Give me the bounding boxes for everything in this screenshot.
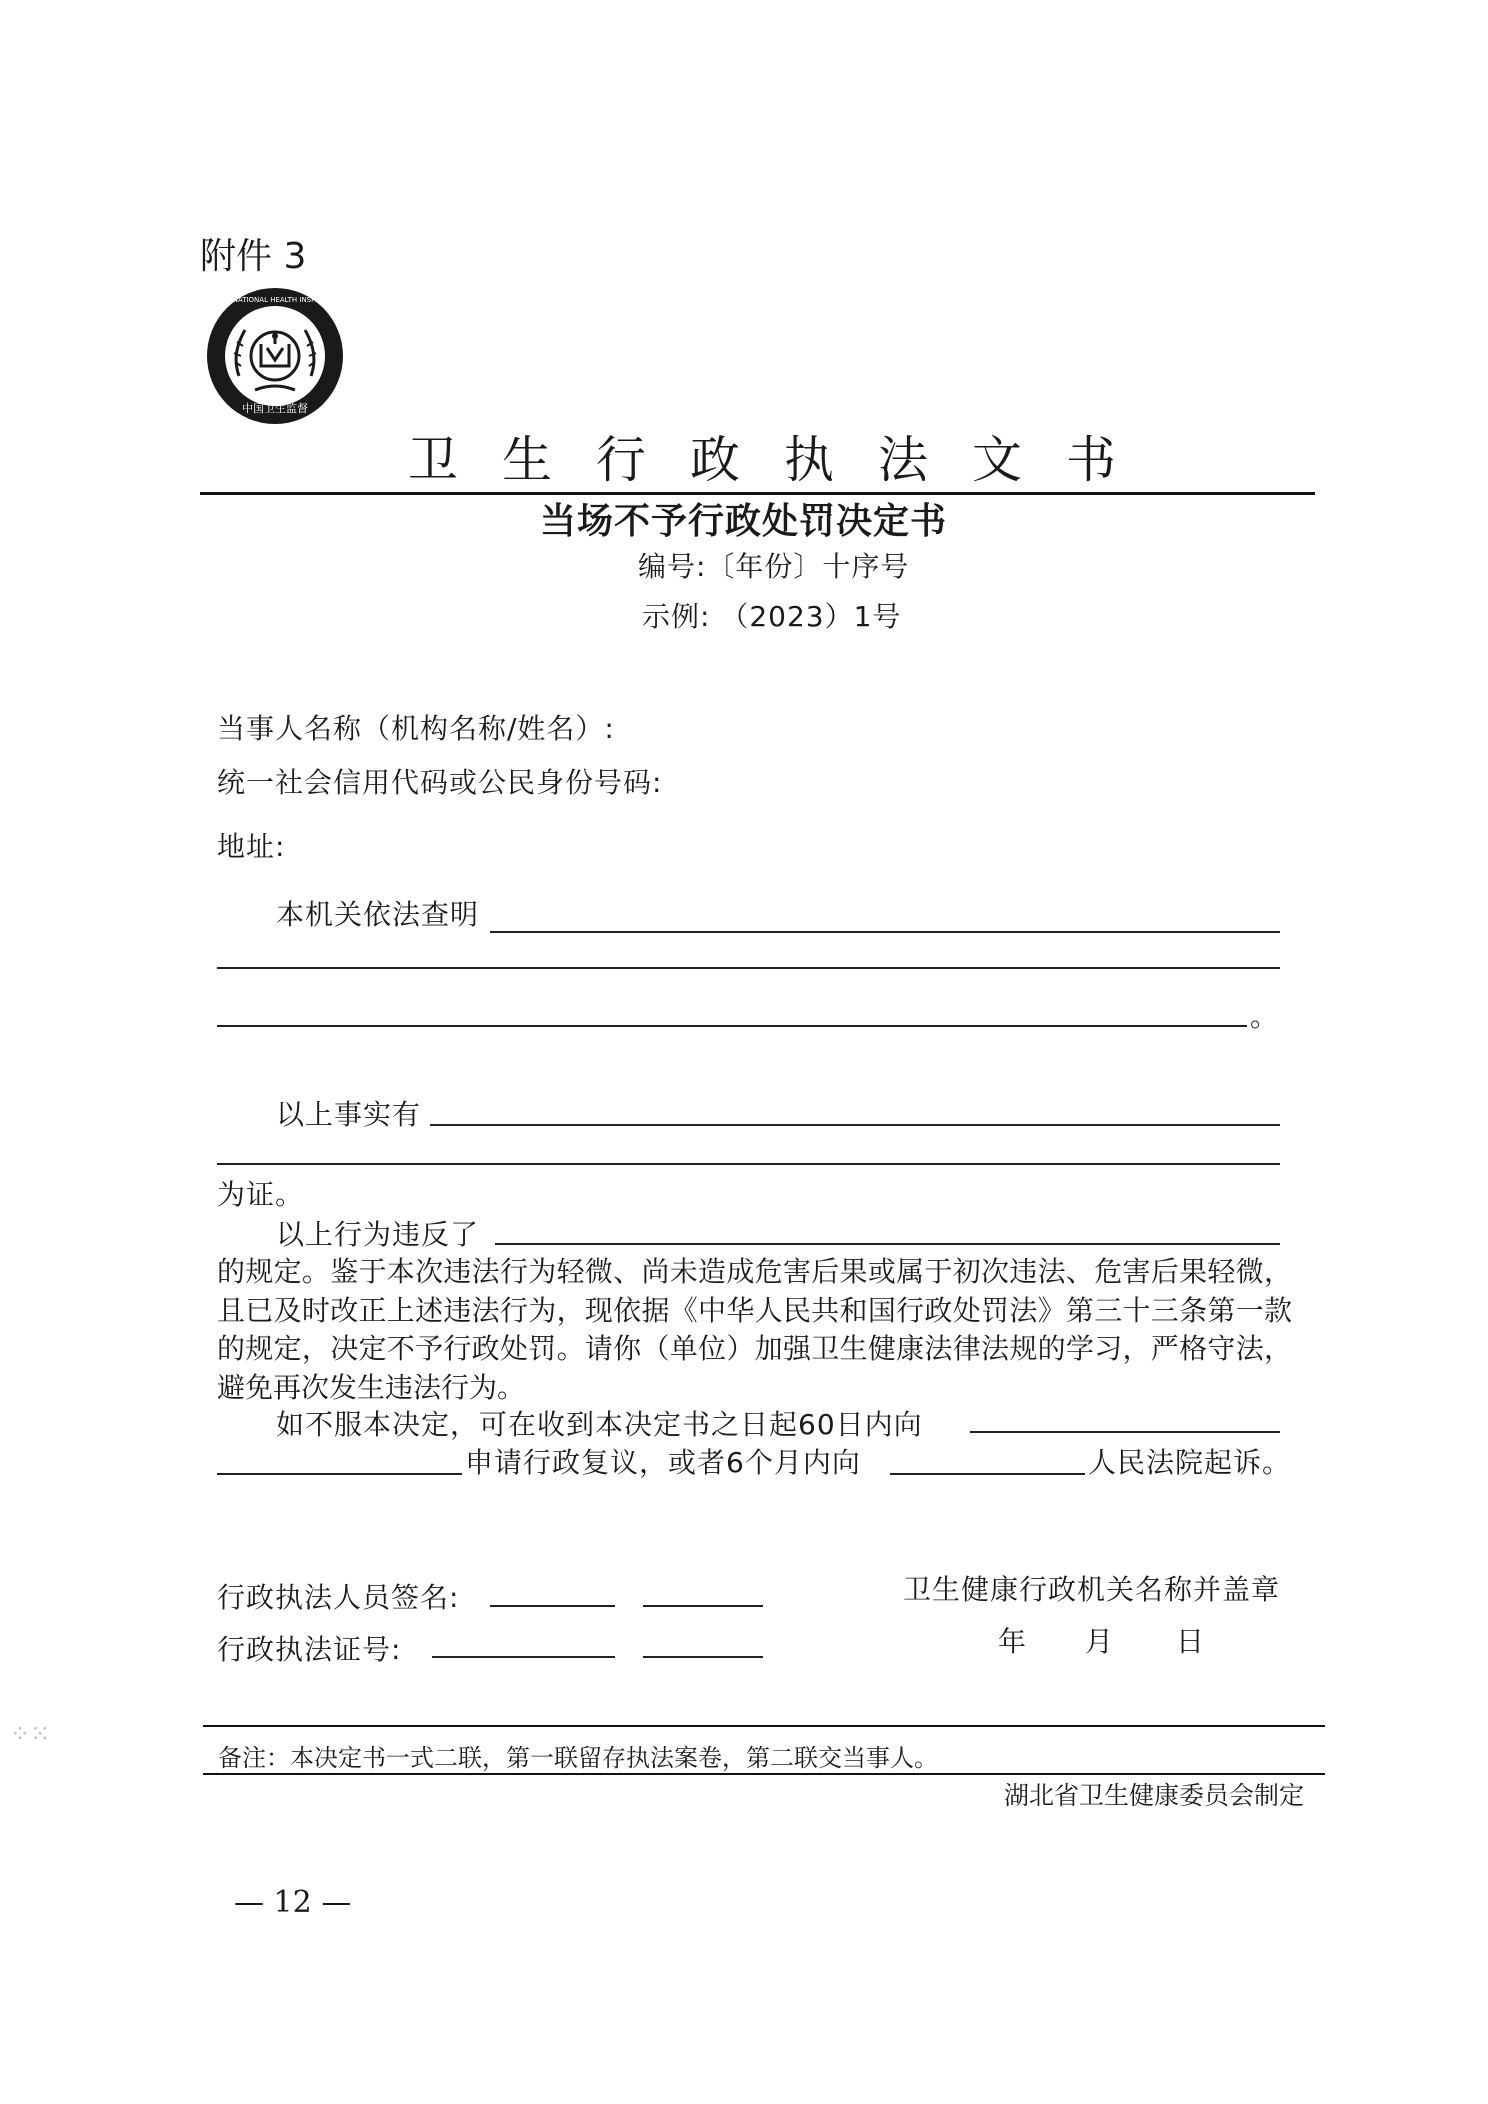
findings-blank-2[interactable] — [217, 967, 1280, 969]
findings-end-mark: 。 — [1250, 1000, 1280, 1033]
issuer: 湖北省卫生健康委员会制定 — [1004, 1781, 1305, 1810]
findings-label: 本机关依法查明 — [276, 898, 480, 931]
findings-blank-3[interactable] — [217, 1025, 1247, 1027]
date-month: 月 — [1085, 1625, 1115, 1658]
scan-artifact: ⁘⁙ — [10, 1720, 51, 1748]
attachment-label: 附件 3 — [200, 236, 307, 277]
seal-ring-text-en: CHINA NATIONAL HEALTH INSPECTION — [208, 296, 342, 304]
cert-no-blank-2[interactable] — [643, 1656, 763, 1658]
evidence-blank-1[interactable] — [430, 1124, 1280, 1126]
appeal-line-1: 如不服本决定，可在收到本决定书之日起60日内向 — [276, 1408, 923, 1441]
appeal-end: 人民法院起诉。 — [1088, 1446, 1292, 1479]
officer-sign-label: 行政执法人员签名: — [217, 1581, 460, 1614]
violation-label: 以上行为违反了 — [276, 1218, 480, 1251]
number-format: 编号:〔年份〕十序号 — [638, 550, 910, 583]
appeal-mid: 申请行政复议，或者6个月内向 — [465, 1446, 861, 1479]
cert-no-blank-1[interactable] — [432, 1656, 615, 1658]
party-name-label: 当事人名称（机构名称/姓名）: — [217, 712, 615, 745]
evidence-label: 以上事实有 — [276, 1098, 422, 1131]
number-example: 示例: （2023）1号 — [642, 600, 902, 633]
footer-bottom-rule — [203, 1773, 1325, 1775]
document-title: 当场不予行政处罚决定书 — [540, 501, 948, 542]
page-number: — 12 — — [234, 1885, 352, 1920]
appeal-agency-blank[interactable] — [970, 1431, 1280, 1433]
agency-seal-label: 卫生健康行政机关名称并盖章 — [903, 1573, 1281, 1606]
footer-note: 备注：本决定书一式二联，第一联留存执法案卷，第二联交当事人。 — [218, 1744, 938, 1772]
seal-ring-text-cn: 中国卫生监督 — [242, 402, 308, 415]
date-day: 日 — [1176, 1625, 1206, 1658]
court-blank[interactable] — [890, 1473, 1085, 1475]
decision-paragraph: 的规定。鉴于本次违法行为轻微、尚未造成危害后果或属于初次违法、危害后果轻微，且已及时改正上述违法行为，现依据《中华人民共和国行政处罚法》第三十三条第一款的规定，决定不予行政处罚。请你（单位）加强卫生健康法律法规的学习，严格守法，避免再次发生违法行为。 — [217, 1255, 1292, 1404]
address-label: 地址: — [217, 830, 286, 863]
footer-top-rule — [203, 1725, 1325, 1727]
document-series-title: 卫生行政执法文书 — [408, 431, 1160, 489]
health-inspection-emblem-icon — [205, 286, 345, 426]
findings-blank-1[interactable] — [490, 931, 1280, 933]
appeal-agency-blank-cont[interactable] — [217, 1473, 462, 1475]
title-divider — [200, 492, 1315, 495]
date-year: 年 — [998, 1625, 1028, 1658]
officer-sign-blank-2[interactable] — [643, 1605, 763, 1607]
evidence-end: 为证。 — [217, 1178, 305, 1211]
violation-blank[interactable] — [495, 1243, 1280, 1245]
officer-sign-blank-1[interactable] — [490, 1605, 615, 1607]
cert-no-label: 行政执法证号: — [217, 1633, 402, 1666]
evidence-blank-2[interactable] — [217, 1163, 1280, 1165]
credit-code-label: 统一社会信用代码或公民身份号码: — [217, 766, 663, 799]
